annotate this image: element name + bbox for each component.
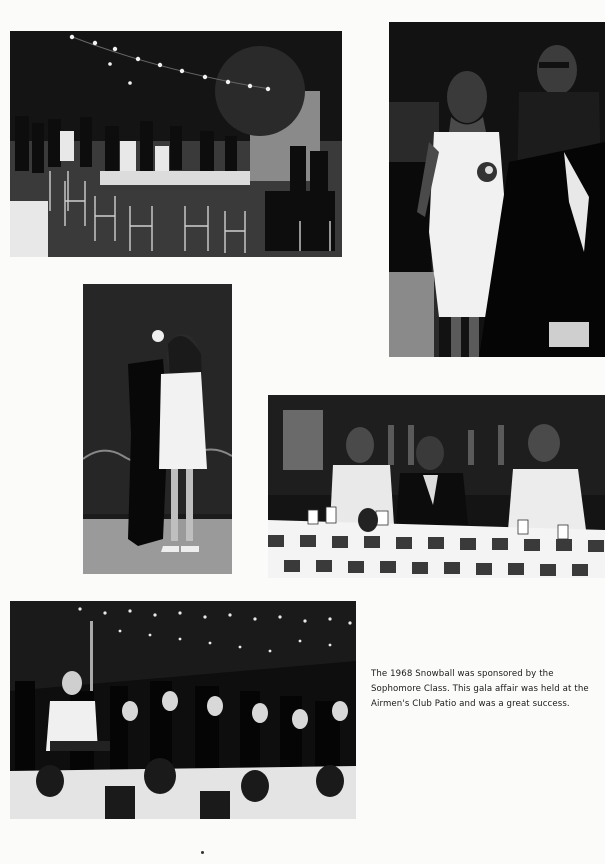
photo-couple-talking [389, 22, 605, 357]
photo-dance-floor-crowd [10, 601, 356, 819]
caption-text: The 1968 Snowball was sponsored by the Sophomore Class. This gala affair was held at the Airmen's Club Patio and was a great success. [371, 669, 589, 709]
page-mark [201, 851, 204, 854]
photo-couple-dancing [83, 284, 232, 574]
photo-guests-at-table [268, 395, 605, 578]
photo-patio-crowd [10, 31, 342, 257]
